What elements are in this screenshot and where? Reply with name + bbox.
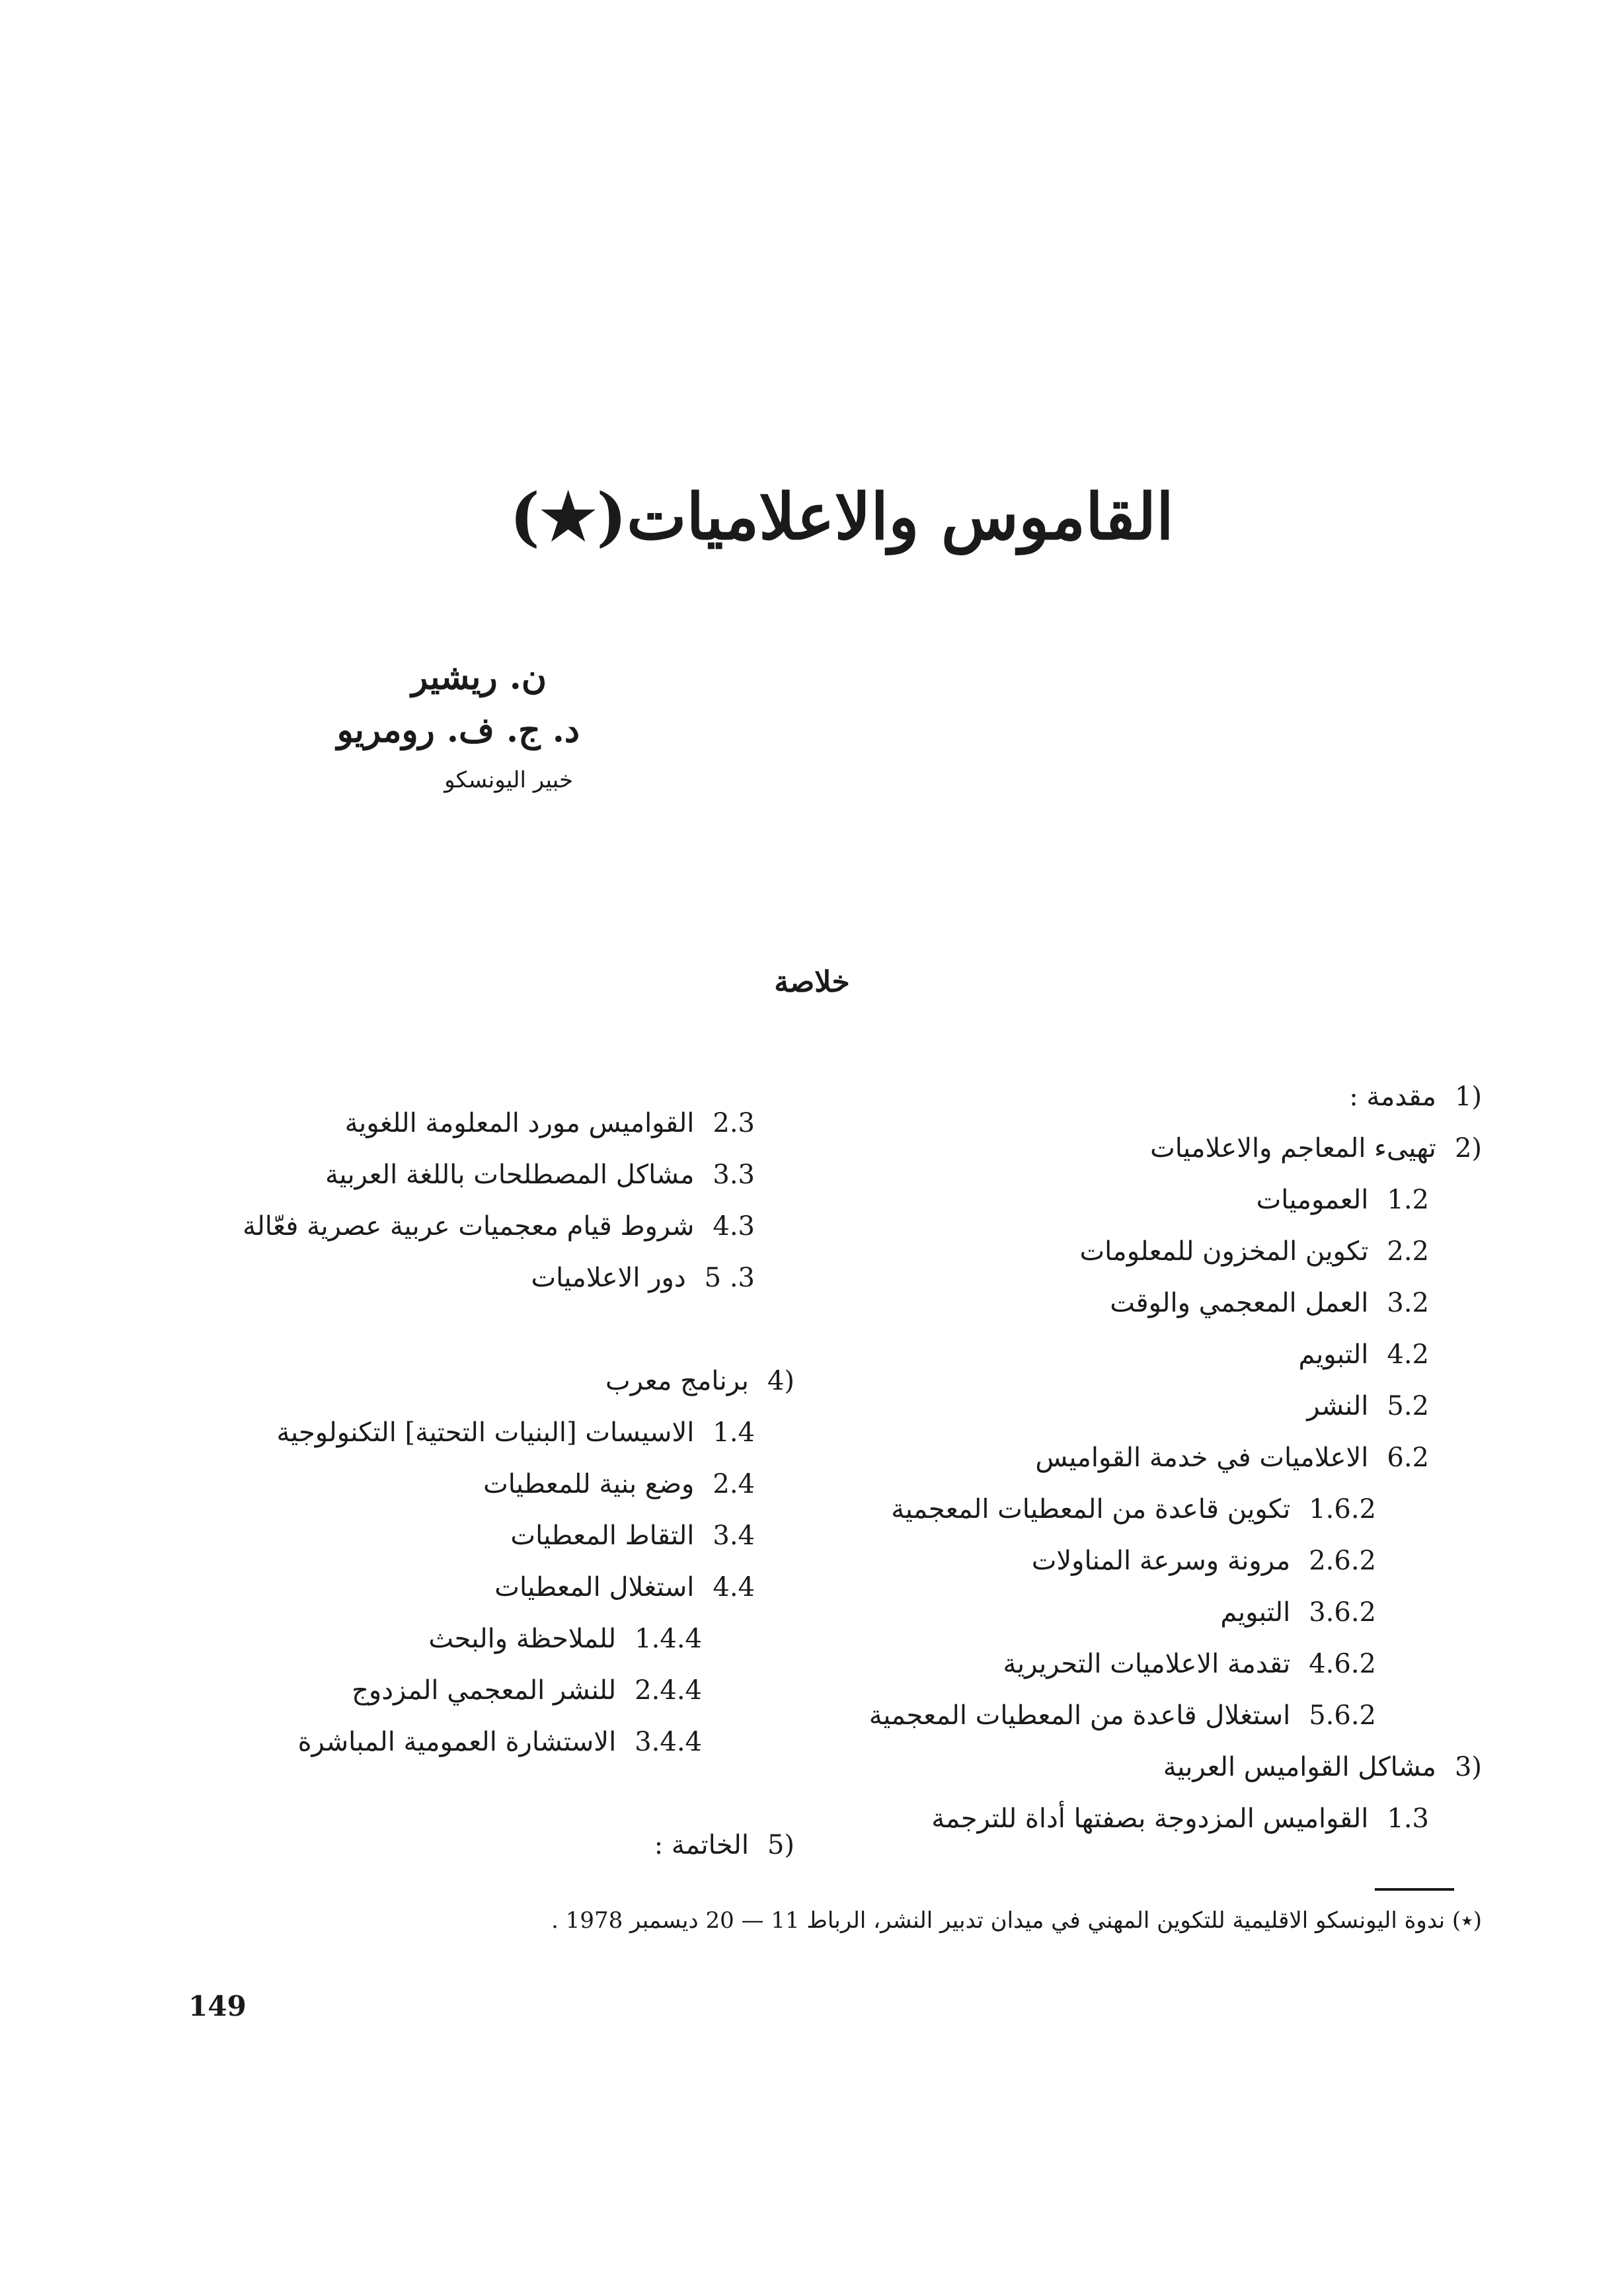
- author-2: د. ج. ف. رومريو: [336, 710, 580, 750]
- toc-item: [821, 1741, 1482, 1793]
- toc-left-column: [94, 1097, 794, 1871]
- toc-text: برنامج معرب: [605, 1366, 749, 1396]
- toc-text: وضع بنية للمعطيات: [483, 1469, 695, 1499]
- toc-number: 1.4.4: [635, 1624, 702, 1654]
- toc-number: 5 .3: [704, 1263, 755, 1293]
- toc-item: [821, 1123, 1482, 1174]
- toc-number: 2.2: [1387, 1236, 1429, 1267]
- toc-number: 5.2: [1387, 1391, 1429, 1421]
- toc-right-column: [821, 1071, 1482, 1844]
- toc-item: [821, 1638, 1482, 1690]
- toc-spacer: [94, 1304, 755, 1355]
- toc-item: [94, 1355, 794, 1407]
- toc-text: الاعلاميات في خدمة القواميس: [1035, 1443, 1369, 1473]
- toc-item: [821, 1587, 1482, 1638]
- toc-number: 4.4: [713, 1572, 755, 1603]
- toc-text: دور الاعلاميات: [531, 1263, 686, 1293]
- toc-text: شروط قيام معجميات عربية عصرية فعّالة: [243, 1211, 695, 1242]
- toc-item: [94, 1201, 755, 1252]
- toc-item: [94, 1716, 755, 1768]
- toc-item: [821, 1484, 1482, 1535]
- toc-text: مشاكل المصطلحات باللغة العربية: [325, 1160, 695, 1190]
- toc-text: تكوين المخزون للمعلومات: [1079, 1236, 1369, 1267]
- toc-item: [94, 1407, 755, 1458]
- toc-text: النشر: [1307, 1391, 1369, 1421]
- toc-number: 4.3: [713, 1211, 755, 1242]
- toc-item: [94, 1819, 794, 1871]
- toc-text: مرونة وسرعة المناولات: [1031, 1546, 1291, 1576]
- toc-item: [94, 1458, 755, 1510]
- footnote-divider: [1375, 1888, 1454, 1891]
- toc-item: [94, 1149, 755, 1201]
- toc-item: [821, 1380, 1482, 1432]
- toc-text: الخاتمة :: [654, 1830, 749, 1860]
- author-1: ن. ريشير: [411, 657, 547, 697]
- page-number: 149: [188, 1990, 247, 2022]
- toc-number: 6.2: [1387, 1443, 1429, 1473]
- toc-item: [94, 1562, 755, 1613]
- toc-number: 2.6.2: [1309, 1546, 1376, 1576]
- toc-item: [821, 1174, 1482, 1226]
- toc-number: 4.2: [1387, 1339, 1429, 1370]
- toc-number: 3.4.4: [635, 1727, 702, 1757]
- toc-item: [821, 1329, 1482, 1380]
- toc-text: للملاحظة والبحث: [428, 1624, 617, 1654]
- toc-item: [94, 1097, 755, 1149]
- toc-text: تكوين قاعدة من المعطيات المعجمية: [891, 1494, 1291, 1524]
- abstract-heading: خلاصة: [774, 965, 850, 999]
- article-title: القاموس والاعلاميات(★): [510, 479, 1174, 554]
- toc-item: [94, 1252, 755, 1304]
- toc-number: 1.4: [713, 1417, 755, 1448]
- toc-number: 3.2: [1387, 1288, 1429, 1318]
- toc-text: الاسيسات [البنيات التحتية] التكنولوجية: [276, 1417, 695, 1448]
- toc-item: [821, 1226, 1482, 1277]
- toc-item: [821, 1690, 1482, 1741]
- toc-number: 1): [1454, 1082, 1482, 1112]
- toc-number: 2.4.4: [635, 1675, 702, 1706]
- toc-number: 1.3: [1387, 1803, 1429, 1834]
- toc-text: مقدمة :: [1349, 1082, 1436, 1112]
- toc-number: 4.6.2: [1309, 1649, 1376, 1679]
- toc-text: للنشر المعجمي المزدوج: [352, 1675, 617, 1706]
- toc-number: 3.4: [713, 1521, 755, 1551]
- author-block: [337, 651, 580, 803]
- toc-number: 3): [1454, 1752, 1482, 1782]
- toc-spacer: [94, 1768, 755, 1819]
- toc-item: [94, 1665, 755, 1716]
- toc-number: 4): [767, 1366, 794, 1396]
- toc-number: 1.6.2: [1309, 1494, 1376, 1524]
- toc-number: 2): [1454, 1133, 1482, 1164]
- toc-text: الاستشارة العمومية المباشرة: [297, 1727, 617, 1757]
- toc-number: 3.6.2: [1309, 1597, 1376, 1628]
- toc-number: 2.4: [713, 1469, 755, 1499]
- toc-item: [821, 1793, 1482, 1844]
- toc-text: القواميس مورد المعلومة اللغوية: [344, 1108, 695, 1138]
- toc-item: [94, 1613, 755, 1665]
- toc-text: استغلال المعطيات: [494, 1572, 695, 1603]
- toc-text: التبويم: [1298, 1339, 1369, 1370]
- toc-text: استغلال قاعدة من المعطيات المعجمية: [869, 1700, 1291, 1731]
- toc-text: مشاكل القواميس العربية: [1163, 1752, 1436, 1782]
- toc-number: 2.3: [713, 1108, 755, 1138]
- toc-number: 5): [767, 1830, 794, 1860]
- author-affiliation: خبير اليونسكو: [444, 767, 573, 793]
- toc-item: [821, 1071, 1482, 1123]
- toc-text: القواميس المزدوجة بصفتها أداة للترجمة: [931, 1803, 1369, 1834]
- toc-number: 1.2: [1387, 1185, 1429, 1215]
- toc-text: العموميات: [1256, 1185, 1369, 1215]
- toc-item: [821, 1535, 1482, 1587]
- toc-number: 3.3: [713, 1160, 755, 1190]
- toc-number: 5.6.2: [1309, 1700, 1376, 1731]
- toc-text: تهيىء المعاجم والاعلاميات: [1150, 1133, 1436, 1164]
- footnote: (٭) ندوة اليونسكو الاقليمية للتكوين المهني في ميدان تدبير النشر، الرباط 11 — 20 ديسمبر 1978 .: [551, 1907, 1482, 1934]
- toc-item: [821, 1432, 1482, 1484]
- toc-text: التقاط المعطيات: [510, 1521, 695, 1551]
- toc-item: [821, 1277, 1482, 1329]
- toc-text: التبويم: [1220, 1597, 1291, 1628]
- toc-item: [94, 1510, 755, 1562]
- toc-text: العمل المعجمي والوقت: [1110, 1288, 1369, 1318]
- toc-text: تقدمة الاعلاميات التحريرية: [1003, 1649, 1291, 1679]
